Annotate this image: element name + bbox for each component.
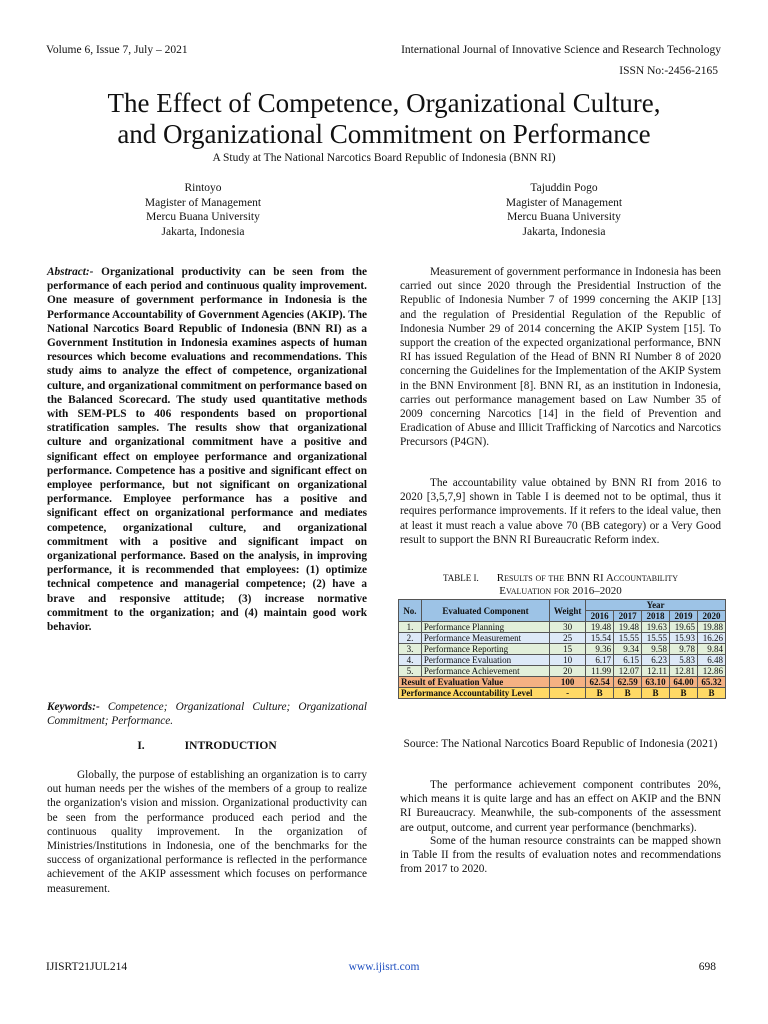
abstract xyxy=(47,265,367,634)
abstract-text: Organizational productivity can be seen from the performance of each period and continuous quality improvement. One measure of government performance in Indonesia is the Performance Accountability of Government Agencies (AKIP). The National Narcotics Board Republic of Indonesia (BNN RI) as a Government Institution in Indonesia examines aspects of human resources which become evaluations and recommendations. This study aims to analyze the effect of competence, organizational culture, and organizational commitment on performance based on the Balanced Scorecard. The study used quantitative methods with SEM-PLS to 406 respondents based on proportional stratification samples. The results show that organizational culture and organizational commitment have a positive and significant effect on employee performance and organizational performance. Competence has a positive and significant effect on employee performance, but not significant on organizational performance. Employee performance has a positive and significant effect on organizational performance and mediates competence, organizational culture, and organizational commitment with a positive and significant impact on organizational performance. Based on the analysis, in improving performance, it is recommended that employees: (1) optimize technical competence and managerial competence; (2) have a brave and responsive attitude; (3) increase normative commitment to the organization; and (4) maintain good work behavior. xyxy=(47,266,367,634)
author-block-2 xyxy=(444,181,684,239)
table-caption xyxy=(400,572,721,598)
footer-url-link[interactable]: www.ijisrt.com xyxy=(348,961,420,973)
cell-value: 15.93 xyxy=(670,633,698,644)
keywords-text: Competence; Organizational Culture; Organizational Commitment; Performance. xyxy=(47,701,367,728)
author-affiliation: Mercu Buana University xyxy=(507,211,621,223)
table-row-level xyxy=(399,688,726,699)
cell-value: 9.84 xyxy=(697,644,725,655)
cell-weight: 10 xyxy=(550,655,586,666)
keywords-label: Keywords:- xyxy=(47,701,100,713)
author-role: Magister of Management xyxy=(505,196,623,209)
cell-no: 1. xyxy=(399,622,422,633)
issn: ISSN No:-2456-2165 xyxy=(619,65,718,77)
table-caption-line-1: Results of the BNN RI Accountability xyxy=(496,572,679,584)
cell-weight: 20 xyxy=(550,666,586,677)
th-year-2018: 2018 xyxy=(642,611,670,622)
right-paragraph-4: Some of the human resource constraints can be mapped shown in Table II from the results of evaluation notes and recommendations from 2017 to 2020. xyxy=(400,835,721,876)
cell-no: 4. xyxy=(399,655,422,666)
author-name: Rintoyo xyxy=(184,182,222,194)
cell-value: 19.88 xyxy=(697,622,725,633)
author-block-1 xyxy=(83,181,323,239)
cell-value: 11.99 xyxy=(586,666,614,677)
th-year: Year xyxy=(586,600,726,611)
cell-value: 19.48 xyxy=(614,622,642,633)
cell-value: 19.63 xyxy=(642,622,670,633)
cell-no: 5. xyxy=(399,666,422,677)
cell-value: 62.59 xyxy=(614,677,642,688)
cell-value: 65.32 xyxy=(697,677,725,688)
cell-no: 3. xyxy=(399,644,422,655)
cell-value: 15.55 xyxy=(614,633,642,644)
cell-value: 9.78 xyxy=(670,644,698,655)
intro-paragraph: Globally, the purpose of establishing an organization is to carry out human needs per the wishes of the members of a group to realize the organization's vision and mission. Organizational productivity can be seen from the performance produced each period and the continuous quality improvement. In the organization of Ministries/Institutions in Indonesia, one of the benchmarks for the success of organizational performance is reflected in the performance achievement of the AKIP assessment which focuses on performance measurement. xyxy=(47,769,367,895)
cell-weight: 15 xyxy=(550,644,586,655)
cell-value: 63.10 xyxy=(642,677,670,688)
th-year-2020: 2020 xyxy=(697,611,725,622)
cell-component: Performance Planning xyxy=(421,622,549,633)
cell-value: 12.81 xyxy=(670,666,698,677)
cell-value: B xyxy=(614,688,642,699)
right-paragraph-3: The performance achievement component contributes 20%, which means it is quite large and has an effect on AKIP and the BNN RI Bureaucracy. Meanwhile, the sub-components of the assessment are output, outcome, and current year performance (benchmarks). xyxy=(400,779,721,834)
journal-name: International Journal of Innovative Science and Research Technology xyxy=(401,44,721,56)
title-line-1: The Effect of Competence, Organizational Culture, xyxy=(107,88,661,118)
cell-value: 15.55 xyxy=(642,633,670,644)
table-row-result xyxy=(399,677,726,688)
cell-component: Performance Achievement xyxy=(421,666,549,677)
cell-value: 6.48 xyxy=(697,655,725,666)
table-row xyxy=(399,666,726,677)
journal-volume: Volume 6, Issue 7, July – 2021 xyxy=(46,44,188,56)
author-affiliation: Mercu Buana University xyxy=(146,211,260,223)
cell-value: 12.86 xyxy=(697,666,725,677)
th-year-2019: 2019 xyxy=(670,611,698,622)
results-table xyxy=(398,599,726,699)
page-number: 698 xyxy=(698,961,716,973)
section-number: I. xyxy=(137,740,145,752)
cell-value: 12.11 xyxy=(642,666,670,677)
th-component: Evaluated Component xyxy=(421,600,549,622)
section-heading xyxy=(47,740,367,752)
cell-component: Performance Evaluation xyxy=(421,655,549,666)
cell-value: B xyxy=(670,688,698,699)
cell-value: 5.83 xyxy=(670,655,698,666)
footer-paper-id: IJISRT21JUL214 xyxy=(46,961,128,973)
author-location: Jakarta, Indonesia xyxy=(161,225,245,238)
th-no: No. xyxy=(399,600,422,622)
cell-weight: 25 xyxy=(550,633,586,644)
cell-value: 19.65 xyxy=(670,622,698,633)
cell-weight: 100 xyxy=(550,677,586,688)
cell-level-label: Performance Accountability Level xyxy=(399,688,550,699)
cell-value: 9.36 xyxy=(586,644,614,655)
cell-no: 2. xyxy=(399,633,422,644)
table-label: TABLE I. xyxy=(442,573,479,583)
th-year-2017: 2017 xyxy=(614,611,642,622)
right-paragraph-2: The accountability value obtained by BNN RI from 2016 to 2020 [3,5,7,9] shown in Table I is deemed not to be optimal, thus it requires performance improvements. If it refers to the ideal value, then at least it must reach a value above 70 (BB category) or a Very Good result to support the BNN RI Bureaucratic Reform index. xyxy=(400,477,721,546)
cell-value: 62.54 xyxy=(586,677,614,688)
author-name: Tajuddin Pogo xyxy=(530,182,598,194)
table-row xyxy=(399,633,726,644)
table-row xyxy=(399,655,726,666)
cell-value: 6.17 xyxy=(586,655,614,666)
cell-value: 64.00 xyxy=(670,677,698,688)
title-line-2: and Organizational Commitment on Performance xyxy=(117,119,651,149)
paper-subtitle: A Study at The National Narcotics Board Republic of Indonesia (BNN RI) xyxy=(212,152,556,164)
cell-value: 6.15 xyxy=(614,655,642,666)
cell-component: Performance Reporting xyxy=(421,644,549,655)
section-title: INTRODUCTION xyxy=(184,740,277,752)
cell-component: Performance Measurement xyxy=(421,633,549,644)
right-paragraph-1: Measurement of government performance in Indonesia has been carried out since 2020 through the Presidential Instruction of the Republic of Indonesia Number 7 of 1999 concerning the AKIP [13] and the regulation of Presidential Regulation of the Republic of Indonesia Number 29 of 2014 concerning the AKIP System [15]. To support the creation of the expected organizational performance, BNN RI has issued Regulation of the Head of BNN RI Number 8 of 2020 concerning the Guidelines for the Implementation of the AKIP System in the BNN Environment [8]. BNN RI, as an institution in Indonesia, carries out performance management based on Law Number 35 of 2009 concerning Narcotics [14] in the field of Prevention and Eradication of Abuse and Illicit Trafficking of Narcotics and Narcotics Precursors (P4GN). xyxy=(400,266,721,449)
cell-weight: 30 xyxy=(550,622,586,633)
table-row xyxy=(399,644,726,655)
cell-result-label: Result of Evaluation Value xyxy=(399,677,550,688)
cell-value: 16.26 xyxy=(697,633,725,644)
author-role: Magister of Management xyxy=(144,196,262,209)
table-caption-line-2: Evaluation for 2016–2020 xyxy=(499,585,622,597)
cell-value: B xyxy=(642,688,670,699)
cell-value: 9.58 xyxy=(642,644,670,655)
cell-value: 12.07 xyxy=(614,666,642,677)
cell-value: B xyxy=(697,688,725,699)
cell-value: 6.23 xyxy=(642,655,670,666)
th-weight: Weight xyxy=(550,600,586,622)
abstract-label: Abstract:- xyxy=(47,266,94,278)
table-row xyxy=(399,622,726,633)
cell-weight: - xyxy=(550,688,586,699)
cell-value: B xyxy=(586,688,614,699)
table-source: Source: The National Narcotics Board Republic of Indonesia (2021) xyxy=(403,738,718,750)
keywords xyxy=(47,700,367,728)
cell-value: 19.48 xyxy=(586,622,614,633)
paper-title xyxy=(20,88,748,150)
th-year-2016: 2016 xyxy=(586,611,614,622)
cell-value: 9.34 xyxy=(614,644,642,655)
author-location: Jakarta, Indonesia xyxy=(522,225,606,238)
cell-value: 15.54 xyxy=(586,633,614,644)
